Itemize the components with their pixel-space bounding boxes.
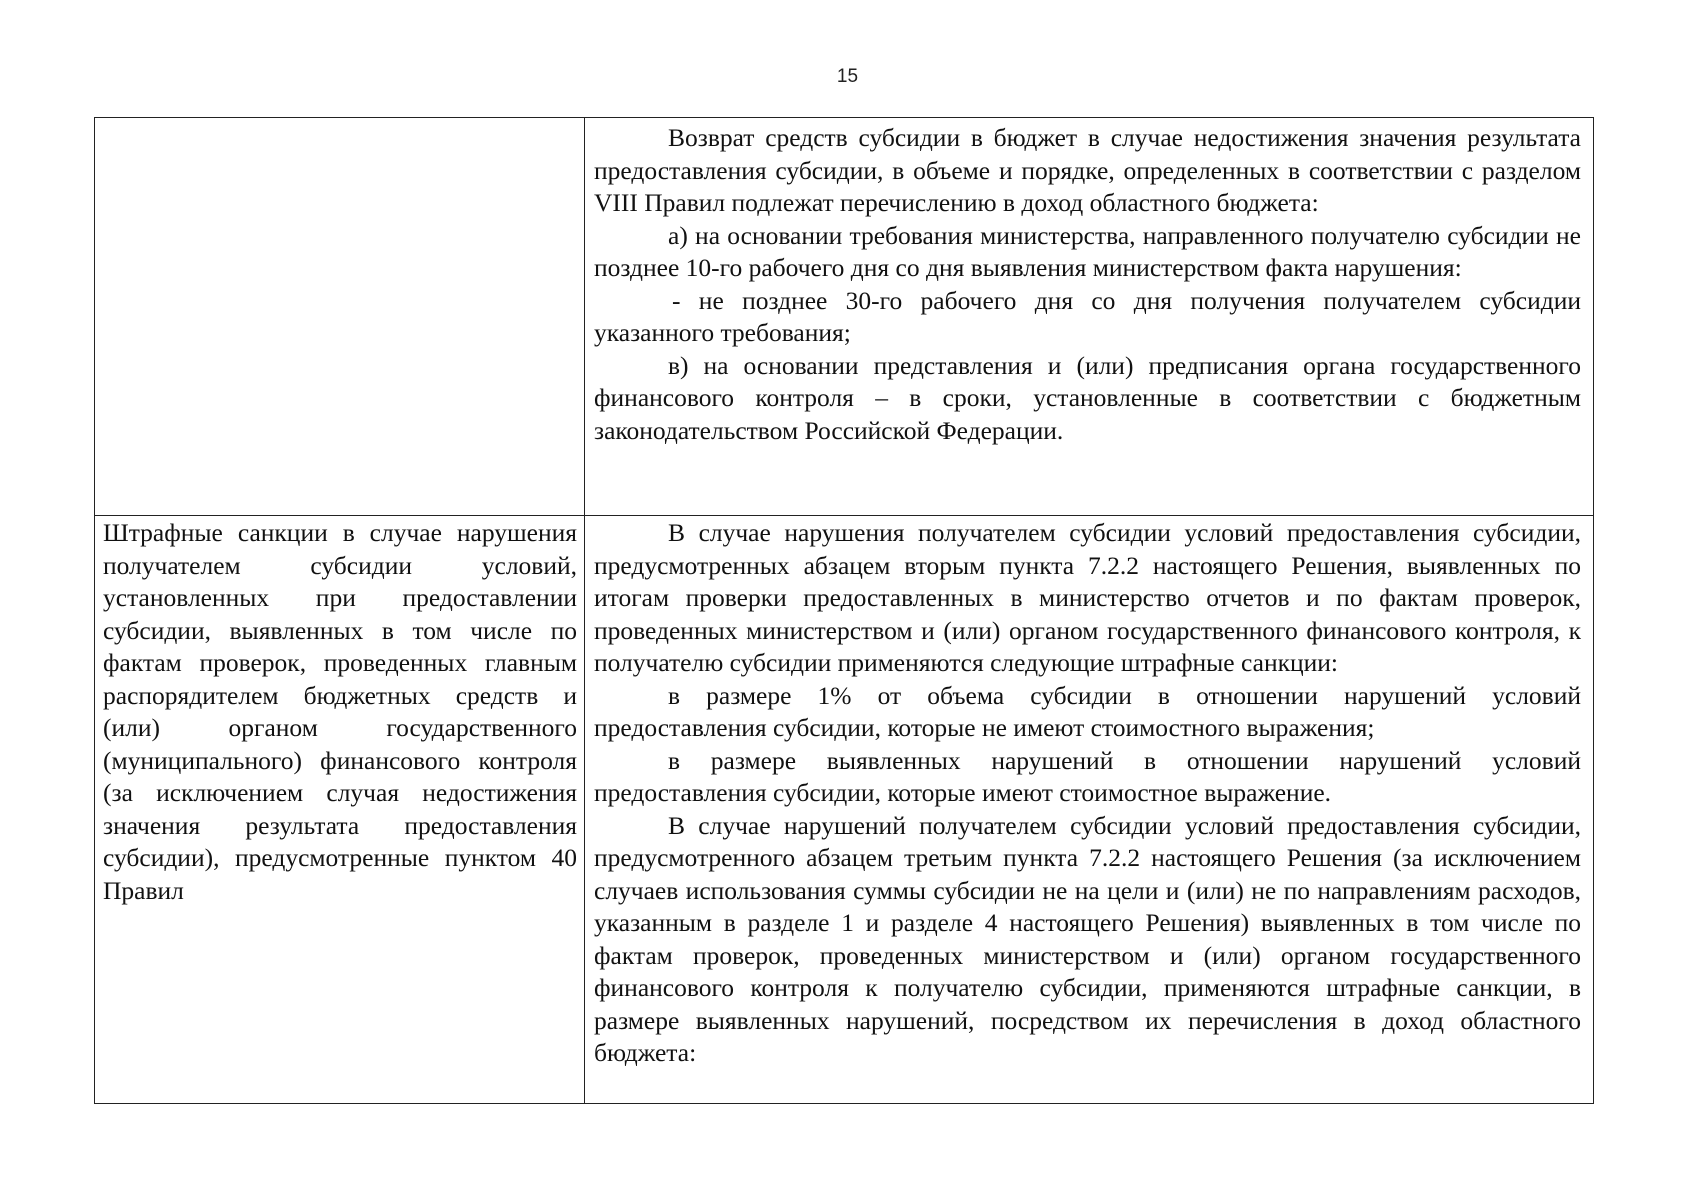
table-cell-row1-left bbox=[95, 118, 584, 515]
table-row-divider bbox=[95, 515, 1593, 516]
table-cell-row2-left: Штрафные санкции в случае нарушения получателем субсидии условий, установленных при предоставлении субсидии, выявленных в том числе по фактам проверок, проведенных главным распорядителем бюджетных средств и (или) органом государственного (муниципального) финансового контроля (за исключением случая недостижения значения результата предоставления субсидии), предусмотренные пунктом 40 Правил bbox=[103, 518, 577, 905]
table-cell-row1-right bbox=[586, 122, 1589, 447]
paragraph-item-v: в) на основании представления и (или) предписания органа государственного финансового контроля – в сроки, установленные в соответствии с бюджетным законодательством Российской Федерации. bbox=[594, 350, 1581, 445]
paragraph-item-a: а) на основании требования министерства, направленного получателю субсидии не позднее 10-го рабочего дня со дня выявления министерством факта нарушения: bbox=[594, 220, 1581, 282]
page-number: 15 bbox=[836, 66, 859, 87]
table-cell-row2-right bbox=[586, 517, 1589, 1070]
paragraph-return-funds: Возврат средств субсидии в бюджет в случае недостижения значения результата предоставления субсидии, в объеме и порядке, определенных в соответствии с разделом VIII Правил подлежат перечислению в доход областного бюджета: bbox=[594, 123, 1581, 217]
paragraph-penalty-one-percent: в размере 1% от объема субсидии в отношении нарушений условий предоставления субсидии, которые не имеют стоимостного выражения; bbox=[594, 680, 1581, 742]
table-column-divider bbox=[584, 118, 585, 1103]
paragraph-violation-penalties: В случае нарушения получателем субсидии условий предоставления субсидии, предусмотренных абзацем вторым пункта 7.2.2 настоящего Решения, выявленных по итогам проверки предоставленных в министерство отчетов и по фактам проверок, проведенных министерством и (или) органом государственного финансового контроля, к получателю субсидии применяются следующие штрафные санкции: bbox=[594, 518, 1581, 677]
paragraph-deadline-dash: - не позднее 30-го рабочего дня со дня получения получателем субсидии указанного требования; bbox=[594, 285, 1581, 347]
document-table bbox=[94, 117, 1594, 1104]
paragraph-penalty-cost-amount: в размере выявленных нарушений в отношении нарушений условий предоставления субсидии, которые имеют стоимостное выражение. bbox=[594, 745, 1581, 807]
paragraph-violation-third-paragraph: В случае нарушений получателем субсидии условий предоставления субсидии, предусмотренного абзацем третьим пункта 7.2.2 настоящего Решения (за исключением случаев использования суммы субсидии не на цели и (или) не по направлениям расходов, указанным в разделе 1 и разделе 4 настоящего Решения) выявленных в том числе по фактам проверок, проведенных министерством и (или) органом государственного финансового контроля к получателю субсидии, применяются штрафные санкции, в размере выявленных нарушений, посредством их перечисления в доход областного бюджета: bbox=[594, 810, 1581, 1067]
